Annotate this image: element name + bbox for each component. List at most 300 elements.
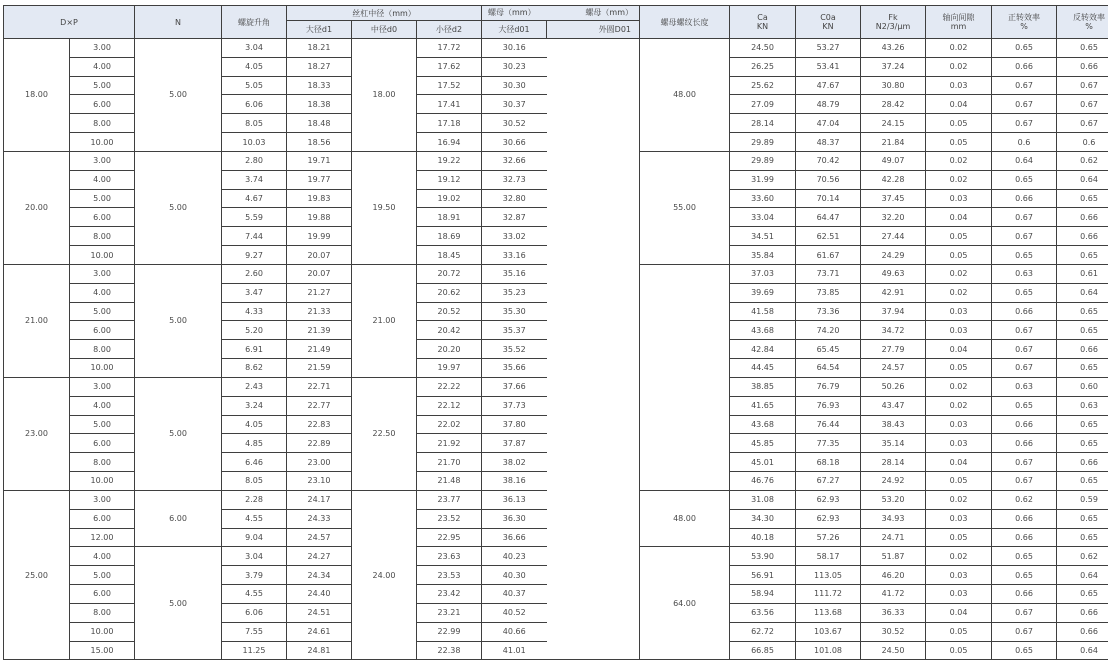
- header-c0a-unit: KN: [822, 22, 834, 31]
- cell-ca: 45.01: [730, 453, 796, 472]
- cell-axial-clearance: 0.03: [926, 302, 992, 321]
- header-fwd-eff: [992, 6, 1057, 39]
- cell-fwd-eff: 0.64: [992, 151, 1057, 170]
- cell-helix-angle: 3.79: [222, 566, 287, 585]
- cell-fk: 27.79: [861, 340, 926, 359]
- cell-fwd-eff: 0.63: [992, 264, 1057, 283]
- header-nut-group-left: 螺母（mm）: [488, 8, 536, 17]
- cell-major-d1: 20.07: [287, 264, 352, 283]
- cell-c0a: 62.93: [796, 490, 861, 509]
- cell-c0a: 57.26: [796, 528, 861, 547]
- cell-fk: 24.29: [861, 246, 926, 265]
- cell-ca: 37.03: [730, 264, 796, 283]
- cell-helix-angle: 2.43: [222, 377, 287, 396]
- cell-nut-major-d01: 35.66: [482, 359, 547, 378]
- cell-p: 3.00: [70, 264, 135, 283]
- cell-minor-d2: 23.63: [417, 547, 482, 566]
- cell-rev-eff: 0.65: [1057, 509, 1108, 528]
- cell-nut-major-d01: 37.73: [482, 396, 547, 415]
- cell-spacer: [547, 39, 592, 660]
- cell-minor-d2: 23.52: [417, 509, 482, 528]
- header-nut-outer-D01: 外圆D01: [547, 21, 640, 39]
- cell-c0a: 101.08: [796, 641, 861, 660]
- cell-helix-angle: 7.55: [222, 622, 287, 641]
- cell-p: 6.00: [70, 95, 135, 114]
- cell-rev-eff: 0.60: [1057, 377, 1108, 396]
- header-rev-eff: [1057, 6, 1108, 39]
- cell-nut-major-d01: 30.30: [482, 76, 547, 95]
- cell-fwd-eff: 0.67: [992, 114, 1057, 133]
- cell-nut-major-d01: 41.01: [482, 641, 547, 660]
- cell-p: 10.00: [70, 133, 135, 152]
- cell-nut-major-d01: 30.37: [482, 95, 547, 114]
- header-ca-label: Ca: [757, 13, 768, 22]
- cell-fk: 24.57: [861, 359, 926, 378]
- cell-axial-clearance: 0.03: [926, 321, 992, 340]
- cell-nut-thread-length: 55.00: [640, 151, 730, 264]
- header-helix-angle: 螺旋升角: [222, 6, 287, 39]
- cell-d: 18.00: [4, 39, 70, 152]
- cell-ca: 45.85: [730, 434, 796, 453]
- cell-c0a: 67.27: [796, 472, 861, 491]
- cell-minor-d2: 18.91: [417, 208, 482, 227]
- cell-fk: 37.45: [861, 189, 926, 208]
- cell-fk: 32.20: [861, 208, 926, 227]
- cell-fwd-eff: 0.65: [992, 170, 1057, 189]
- cell-axial-clearance: 0.02: [926, 547, 992, 566]
- cell-fwd-eff: 0.67: [992, 603, 1057, 622]
- cell-fk: 43.26: [861, 39, 926, 58]
- cell-helix-angle: 4.85: [222, 434, 287, 453]
- header-nut-thread-length: 螺母螺纹长度: [640, 6, 730, 39]
- cell-p: 4.00: [70, 170, 135, 189]
- cell-rev-eff: 0.66: [1057, 622, 1108, 641]
- cell-rev-eff: 0.65: [1057, 528, 1108, 547]
- cell-fwd-eff: 0.67: [992, 208, 1057, 227]
- cell-fk: 30.80: [861, 76, 926, 95]
- cell-axial-clearance: 0.05: [926, 359, 992, 378]
- cell-fwd-eff: 0.66: [992, 528, 1057, 547]
- cell-major-d1: 20.07: [287, 246, 352, 265]
- cell-fk: 46.20: [861, 566, 926, 585]
- cell-nut-major-d01: 38.02: [482, 453, 547, 472]
- cell-nut-major-d01: 30.16: [482, 39, 547, 58]
- cell-fk: 24.71: [861, 528, 926, 547]
- cell-c0a: 53.27: [796, 39, 861, 58]
- cell-minor-d2: 19.22: [417, 151, 482, 170]
- cell-c0a: 113.05: [796, 566, 861, 585]
- cell-nut-major-d01: 32.66: [482, 151, 547, 170]
- cell-rev-eff: 0.65: [1057, 359, 1108, 378]
- cell-nut-outer-D01: [592, 39, 640, 660]
- cell-ca: 33.60: [730, 189, 796, 208]
- cell-fwd-eff: 0.67: [992, 359, 1057, 378]
- cell-major-d1: 23.10: [287, 472, 352, 491]
- cell-nut-major-d01: 40.30: [482, 566, 547, 585]
- header-axial-clearance-label: 轴向间隙: [942, 13, 975, 22]
- cell-n: 5.00: [135, 264, 222, 377]
- cell-major-d1: 19.99: [287, 227, 352, 246]
- cell-major-d1: 18.21: [287, 39, 352, 58]
- cell-rev-eff: 0.67: [1057, 114, 1108, 133]
- cell-p: 5.00: [70, 566, 135, 585]
- cell-p: 15.00: [70, 641, 135, 660]
- cell-axial-clearance: 0.05: [926, 114, 992, 133]
- cell-major-d1: 24.61: [287, 622, 352, 641]
- cell-rev-eff: 0.66: [1057, 603, 1108, 622]
- header-rev-eff-label: 反转效率: [1073, 13, 1106, 22]
- cell-helix-angle: 6.06: [222, 603, 287, 622]
- cell-major-d1: 24.40: [287, 585, 352, 604]
- cell-rev-eff: 0.65: [1057, 321, 1108, 340]
- cell-minor-d2: 18.45: [417, 246, 482, 265]
- cell-helix-angle: 7.44: [222, 227, 287, 246]
- cell-rev-eff: 0.59: [1057, 490, 1108, 509]
- cell-axial-clearance: 0.04: [926, 208, 992, 227]
- cell-minor-d2: 22.12: [417, 396, 482, 415]
- cell-fwd-eff: 0.66: [992, 509, 1057, 528]
- cell-p: 5.00: [70, 415, 135, 434]
- cell-fwd-eff: 0.66: [992, 189, 1057, 208]
- cell-major-d1: 24.34: [287, 566, 352, 585]
- cell-axial-clearance: 0.03: [926, 434, 992, 453]
- cell-minor-d2: 17.41: [417, 95, 482, 114]
- cell-ca: 26.25: [730, 57, 796, 76]
- cell-ca: 62.72: [730, 622, 796, 641]
- cell-c0a: 58.17: [796, 547, 861, 566]
- cell-ca: 33.04: [730, 208, 796, 227]
- cell-minor-d2: 20.20: [417, 340, 482, 359]
- cell-minor-d2: 20.72: [417, 264, 482, 283]
- cell-helix-angle: 8.05: [222, 472, 287, 491]
- cell-p: 10.00: [70, 246, 135, 265]
- cell-c0a: 73.36: [796, 302, 861, 321]
- cell-axial-clearance: 0.05: [926, 528, 992, 547]
- cell-nut-major-d01: 32.80: [482, 189, 547, 208]
- cell-ca: 28.14: [730, 114, 796, 133]
- cell-p: 6.00: [70, 509, 135, 528]
- cell-nut-major-d01: 37.87: [482, 434, 547, 453]
- header-nut-major-d01: 大径d01: [482, 21, 547, 39]
- cell-fwd-eff: 0.66: [992, 302, 1057, 321]
- cell-axial-clearance: 0.02: [926, 283, 992, 302]
- cell-minor-d2: 19.97: [417, 359, 482, 378]
- cell-c0a: 48.37: [796, 133, 861, 152]
- cell-nut-major-d01: 36.13: [482, 490, 547, 509]
- cell-helix-angle: 2.28: [222, 490, 287, 509]
- cell-rev-eff: 0.66: [1057, 453, 1108, 472]
- cell-rev-eff: 0.64: [1057, 566, 1108, 585]
- cell-minor-d2: 22.22: [417, 377, 482, 396]
- cell-major-d1: 21.39: [287, 321, 352, 340]
- cell-fk: 21.84: [861, 133, 926, 152]
- cell-major-d1: 19.88: [287, 208, 352, 227]
- cell-axial-clearance: 0.02: [926, 264, 992, 283]
- cell-fwd-eff: 0.65: [992, 547, 1057, 566]
- cell-rev-eff: 0.65: [1057, 434, 1108, 453]
- cell-ca: 43.68: [730, 415, 796, 434]
- cell-fk: 24.15: [861, 114, 926, 133]
- cell-mid-d0: 18.00: [352, 39, 417, 152]
- cell-c0a: 62.93: [796, 509, 861, 528]
- cell-axial-clearance: 0.05: [926, 472, 992, 491]
- cell-p: 3.00: [70, 490, 135, 509]
- cell-nut-major-d01: 33.02: [482, 227, 547, 246]
- cell-axial-clearance: 0.04: [926, 340, 992, 359]
- cell-major-d1: 19.83: [287, 189, 352, 208]
- cell-fwd-eff: 0.65: [992, 246, 1057, 265]
- cell-helix-angle: 4.67: [222, 189, 287, 208]
- cell-c0a: 70.14: [796, 189, 861, 208]
- cell-p: 3.00: [70, 151, 135, 170]
- cell-minor-d2: 17.18: [417, 114, 482, 133]
- cell-axial-clearance: 0.03: [926, 509, 992, 528]
- cell-helix-angle: 9.04: [222, 528, 287, 547]
- cell-p: 4.00: [70, 396, 135, 415]
- cell-ca: 24.50: [730, 39, 796, 58]
- cell-fk: 49.63: [861, 264, 926, 283]
- cell-fk: 42.28: [861, 170, 926, 189]
- cell-p: 8.00: [70, 340, 135, 359]
- cell-c0a: 103.67: [796, 622, 861, 641]
- cell-minor-d2: 22.38: [417, 641, 482, 660]
- cell-fwd-eff: 0.66: [992, 57, 1057, 76]
- cell-ca: 31.08: [730, 490, 796, 509]
- cell-mid-d0: 24.00: [352, 490, 417, 659]
- cell-minor-d2: 21.70: [417, 453, 482, 472]
- cell-p: 6.00: [70, 208, 135, 227]
- cell-ca: 42.84: [730, 340, 796, 359]
- cell-ca: 43.68: [730, 321, 796, 340]
- cell-ca: 63.56: [730, 603, 796, 622]
- cell-p: 5.00: [70, 302, 135, 321]
- cell-p: 4.00: [70, 283, 135, 302]
- cell-ca: 34.51: [730, 227, 796, 246]
- cell-d: 23.00: [4, 377, 70, 490]
- cell-minor-d2: 23.21: [417, 603, 482, 622]
- header-n: N: [135, 6, 222, 39]
- header-fk: [861, 6, 926, 39]
- cell-fwd-eff: 0.66: [992, 434, 1057, 453]
- cell-major-d1: 18.27: [287, 57, 352, 76]
- cell-nut-thread-length: 48.00: [640, 39, 730, 152]
- cell-c0a: 73.85: [796, 283, 861, 302]
- cell-major-d1: 24.51: [287, 603, 352, 622]
- cell-fk: 37.24: [861, 57, 926, 76]
- cell-rev-eff: 0.62: [1057, 547, 1108, 566]
- cell-c0a: 76.79: [796, 377, 861, 396]
- cell-nut-thread-length: 48.00: [640, 490, 730, 546]
- cell-c0a: 48.79: [796, 95, 861, 114]
- cell-fwd-eff: 0.65: [992, 396, 1057, 415]
- cell-helix-angle: 10.03: [222, 133, 287, 152]
- header-axial-clearance: [926, 6, 992, 39]
- cell-ca: 41.58: [730, 302, 796, 321]
- cell-fk: 30.52: [861, 622, 926, 641]
- cell-n: 5.00: [135, 151, 222, 264]
- cell-fk: 35.14: [861, 434, 926, 453]
- cell-fk: 41.72: [861, 585, 926, 604]
- cell-c0a: 53.41: [796, 57, 861, 76]
- cell-fk: 38.43: [861, 415, 926, 434]
- cell-helix-angle: 4.33: [222, 302, 287, 321]
- cell-helix-angle: 3.04: [222, 547, 287, 566]
- cell-minor-d2: 22.95: [417, 528, 482, 547]
- cell-p: 5.00: [70, 76, 135, 95]
- cell-ca: 66.85: [730, 641, 796, 660]
- header-axial-clearance-unit: mm: [950, 22, 967, 31]
- header-fwd-eff-unit: %: [1020, 22, 1028, 31]
- cell-minor-d2: 21.48: [417, 472, 482, 491]
- cell-major-d1: 18.33: [287, 76, 352, 95]
- cell-helix-angle: 4.05: [222, 57, 287, 76]
- cell-c0a: 73.71: [796, 264, 861, 283]
- cell-fwd-eff: 0.67: [992, 622, 1057, 641]
- cell-fk: 24.50: [861, 641, 926, 660]
- cell-fwd-eff: 0.62: [992, 490, 1057, 509]
- cell-ca: 41.65: [730, 396, 796, 415]
- cell-helix-angle: 6.06: [222, 95, 287, 114]
- cell-helix-angle: 3.04: [222, 39, 287, 58]
- cell-p: 3.00: [70, 39, 135, 58]
- header-fk-label: Fk: [888, 13, 898, 22]
- cell-p: 3.00: [70, 377, 135, 396]
- cell-axial-clearance: 0.04: [926, 603, 992, 622]
- cell-axial-clearance: 0.05: [926, 246, 992, 265]
- cell-p: 12.00: [70, 528, 135, 547]
- cell-axial-clearance: 0.05: [926, 133, 992, 152]
- cell-rev-eff: 0.61: [1057, 264, 1108, 283]
- cell-nut-major-d01: 38.16: [482, 472, 547, 491]
- cell-rev-eff: 0.65: [1057, 585, 1108, 604]
- cell-minor-d2: 21.92: [417, 434, 482, 453]
- cell-ca: 46.76: [730, 472, 796, 491]
- cell-minor-d2: 19.02: [417, 189, 482, 208]
- cell-fwd-eff: 0.67: [992, 472, 1057, 491]
- cell-helix-angle: 2.60: [222, 264, 287, 283]
- cell-nut-major-d01: 33.16: [482, 246, 547, 265]
- cell-minor-d2: 20.42: [417, 321, 482, 340]
- cell-major-d1: 24.17: [287, 490, 352, 509]
- cell-p: 5.00: [70, 189, 135, 208]
- cell-c0a: 64.47: [796, 208, 861, 227]
- cell-rev-eff: 0.64: [1057, 283, 1108, 302]
- cell-major-d1: 21.59: [287, 359, 352, 378]
- cell-rev-eff: 0.67: [1057, 95, 1108, 114]
- cell-fwd-eff: 0.67: [992, 321, 1057, 340]
- cell-axial-clearance: 0.03: [926, 189, 992, 208]
- cell-major-d1: 24.57: [287, 528, 352, 547]
- cell-helix-angle: 5.05: [222, 76, 287, 95]
- cell-major-d1: 19.77: [287, 170, 352, 189]
- cell-major-d1: 18.56: [287, 133, 352, 152]
- cell-nut-major-d01: 32.87: [482, 208, 547, 227]
- cell-fk: 43.47: [861, 396, 926, 415]
- cell-axial-clearance: 0.05: [926, 227, 992, 246]
- cell-c0a: 62.51: [796, 227, 861, 246]
- cell-major-d1: 22.77: [287, 396, 352, 415]
- table-body: [4, 39, 1108, 660]
- cell-major-d1: 24.81: [287, 641, 352, 660]
- cell-n: 5.00: [135, 377, 222, 490]
- header-c0a: [796, 6, 861, 39]
- cell-axial-clearance: 0.02: [926, 57, 992, 76]
- cell-major-d1: 22.71: [287, 377, 352, 396]
- cell-helix-angle: 5.20: [222, 321, 287, 340]
- table-row: [4, 39, 1108, 58]
- cell-helix-angle: 5.59: [222, 208, 287, 227]
- cell-p: 4.00: [70, 57, 135, 76]
- cell-nut-major-d01: 30.52: [482, 114, 547, 133]
- cell-mid-d0: 19.50: [352, 151, 417, 264]
- cell-minor-d2: 17.62: [417, 57, 482, 76]
- cell-ca: 27.09: [730, 95, 796, 114]
- cell-axial-clearance: 0.05: [926, 641, 992, 660]
- cell-axial-clearance: 0.04: [926, 95, 992, 114]
- cell-ca: 34.30: [730, 509, 796, 528]
- cell-minor-d2: 22.99: [417, 622, 482, 641]
- cell-fwd-eff: 0.65: [992, 283, 1057, 302]
- cell-c0a: 74.20: [796, 321, 861, 340]
- cell-c0a: 65.45: [796, 340, 861, 359]
- cell-fwd-eff: 0.63: [992, 377, 1057, 396]
- cell-p: 8.00: [70, 227, 135, 246]
- cell-nut-major-d01: 37.66: [482, 377, 547, 396]
- cell-fk: 34.72: [861, 321, 926, 340]
- cell-helix-angle: 4.55: [222, 585, 287, 604]
- cell-axial-clearance: 0.03: [926, 585, 992, 604]
- cell-nut-major-d01: 40.23: [482, 547, 547, 566]
- cell-p: 8.00: [70, 603, 135, 622]
- cell-ca: 29.89: [730, 151, 796, 170]
- cell-axial-clearance: 0.05: [926, 622, 992, 641]
- cell-nut-major-d01: 35.37: [482, 321, 547, 340]
- cell-helix-angle: 6.91: [222, 340, 287, 359]
- cell-nut-major-d01: 36.66: [482, 528, 547, 547]
- cell-nut-major-d01: 40.37: [482, 585, 547, 604]
- cell-nut-major-d01: 35.30: [482, 302, 547, 321]
- cell-p: 10.00: [70, 472, 135, 491]
- cell-c0a: 76.44: [796, 415, 861, 434]
- cell-ca: 25.62: [730, 76, 796, 95]
- cell-fwd-eff: 0.6: [992, 133, 1057, 152]
- cell-c0a: 68.18: [796, 453, 861, 472]
- cell-nut-major-d01: 30.66: [482, 133, 547, 152]
- cell-minor-d2: 20.62: [417, 283, 482, 302]
- cell-ca: 39.69: [730, 283, 796, 302]
- cell-rev-eff: 0.65: [1057, 472, 1108, 491]
- cell-helix-angle: 8.62: [222, 359, 287, 378]
- cell-rev-eff: 0.66: [1057, 208, 1108, 227]
- cell-minor-d2: 16.94: [417, 133, 482, 152]
- cell-fwd-eff: 0.65: [992, 39, 1057, 58]
- cell-c0a: 70.56: [796, 170, 861, 189]
- cell-c0a: 61.67: [796, 246, 861, 265]
- cell-c0a: 64.54: [796, 359, 861, 378]
- cell-c0a: 47.04: [796, 114, 861, 133]
- cell-axial-clearance: 0.03: [926, 415, 992, 434]
- header-fk-unit: N2/3/μm: [875, 22, 911, 31]
- cell-nut-major-d01: 35.16: [482, 264, 547, 283]
- cell-fwd-eff: 0.65: [992, 641, 1057, 660]
- cell-major-d1: 24.27: [287, 547, 352, 566]
- cell-d: 21.00: [4, 264, 70, 377]
- spec-table: [3, 5, 1108, 660]
- cell-rev-eff: 0.66: [1057, 57, 1108, 76]
- cell-ca: 38.85: [730, 377, 796, 396]
- cell-ca: 58.94: [730, 585, 796, 604]
- cell-nut-thread-length: 64.00: [640, 547, 730, 660]
